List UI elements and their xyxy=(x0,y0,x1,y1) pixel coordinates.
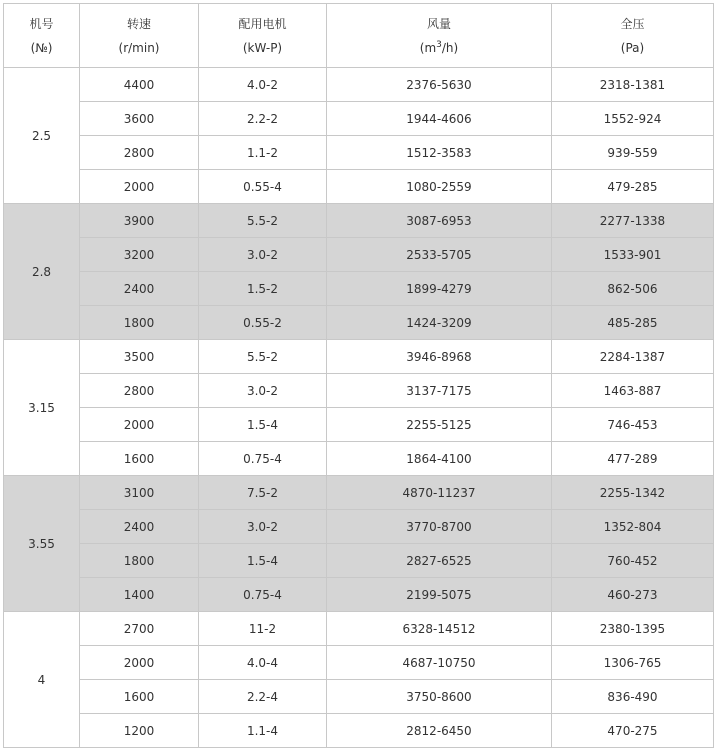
airflow-cell: 2812-6450 xyxy=(327,714,552,748)
motor-cell: 1.5-4 xyxy=(199,408,327,442)
speed-cell: 2400 xyxy=(80,510,199,544)
motor-cell: 7.5-2 xyxy=(199,476,327,510)
speed-cell: 3100 xyxy=(80,476,199,510)
table-row xyxy=(4,68,714,102)
header-airflow xyxy=(327,4,552,68)
pressure-cell: 746-453 xyxy=(552,408,714,442)
motor-cell: 1.1-4 xyxy=(199,714,327,748)
pressure-cell: 1533-901 xyxy=(552,238,714,272)
motor-cell: 4.0-4 xyxy=(199,646,327,680)
header-motor xyxy=(199,4,327,68)
speed-cell: 3200 xyxy=(80,238,199,272)
speed-cell: 1600 xyxy=(80,442,199,476)
header-pressure-label: 全压 xyxy=(620,16,645,31)
pressure-cell: 2277-1338 xyxy=(552,204,714,238)
speed-cell: 3600 xyxy=(80,102,199,136)
airflow-cell: 3137-7175 xyxy=(327,374,552,408)
motor-cell: 1.1-2 xyxy=(199,136,327,170)
table-row xyxy=(4,340,714,374)
airflow-cell: 2376-5630 xyxy=(327,68,552,102)
header-speed-label: 转速 xyxy=(126,16,151,31)
speed-cell: 1400 xyxy=(80,578,199,612)
speed-cell: 3500 xyxy=(80,340,199,374)
pressure-cell: 2380-1395 xyxy=(552,612,714,646)
model-cell: 3.55 xyxy=(4,476,80,612)
header-speed-unit: (r/min) xyxy=(118,40,160,55)
header-motor-label: 配用电机 xyxy=(238,16,287,31)
motor-cell: 4.0-2 xyxy=(199,68,327,102)
airflow-cell: 6328-14512 xyxy=(327,612,552,646)
table-row xyxy=(4,238,714,272)
airflow-cell: 3770-8700 xyxy=(327,510,552,544)
table-row xyxy=(4,680,714,714)
table-row xyxy=(4,136,714,170)
pressure-cell: 1352-804 xyxy=(552,510,714,544)
header-model-unit: (№) xyxy=(30,40,53,55)
table-row xyxy=(4,306,714,340)
pressure-cell: 479-285 xyxy=(552,170,714,204)
motor-cell: 2.2-2 xyxy=(199,102,327,136)
motor-cell: 1.5-2 xyxy=(199,272,327,306)
motor-cell: 0.55-4 xyxy=(199,170,327,204)
header-model-label: 机号 xyxy=(29,16,54,31)
airflow-unit-sup: 3 xyxy=(436,39,442,50)
header-pressure xyxy=(552,4,714,68)
model-cell: 3.15 xyxy=(4,340,80,476)
header-model xyxy=(4,4,80,68)
table-row xyxy=(4,102,714,136)
table-row xyxy=(4,408,714,442)
pressure-cell: 862-506 xyxy=(552,272,714,306)
pressure-cell: 2318-1381 xyxy=(552,68,714,102)
motor-cell: 2.2-4 xyxy=(199,680,327,714)
pressure-cell: 2284-1387 xyxy=(552,340,714,374)
table-row xyxy=(4,170,714,204)
motor-cell: 5.5-2 xyxy=(199,340,327,374)
pressure-cell: 460-273 xyxy=(552,578,714,612)
pressure-cell: 2255-1342 xyxy=(552,476,714,510)
motor-cell: 11-2 xyxy=(199,612,327,646)
airflow-cell: 3946-8968 xyxy=(327,340,552,374)
speed-cell: 3900 xyxy=(80,204,199,238)
airflow-cell: 3087-6953 xyxy=(327,204,552,238)
pressure-cell: 470-275 xyxy=(552,714,714,748)
header-pressure-unit: (Pa) xyxy=(620,40,645,55)
speed-cell: 2000 xyxy=(80,170,199,204)
speed-cell: 2000 xyxy=(80,408,199,442)
speed-cell: 2700 xyxy=(80,612,199,646)
fan-spec-table xyxy=(3,3,714,748)
table-row xyxy=(4,204,714,238)
table-row xyxy=(4,510,714,544)
speed-cell: 2000 xyxy=(80,646,199,680)
airflow-cell: 1864-4100 xyxy=(327,442,552,476)
speed-cell: 1600 xyxy=(80,680,199,714)
pressure-cell: 1552-924 xyxy=(552,102,714,136)
motor-cell: 0.75-4 xyxy=(199,578,327,612)
header-motor-unit: (kW-P) xyxy=(242,40,283,55)
motor-cell: 5.5-2 xyxy=(199,204,327,238)
header-airflow-label: 风量 xyxy=(426,16,451,31)
motor-cell: 3.0-2 xyxy=(199,510,327,544)
airflow-cell: 2199-5075 xyxy=(327,578,552,612)
table-row xyxy=(4,476,714,510)
pressure-cell: 485-285 xyxy=(552,306,714,340)
pressure-cell: 1463-887 xyxy=(552,374,714,408)
airflow-cell: 1944-4606 xyxy=(327,102,552,136)
airflow-cell: 2827-6525 xyxy=(327,544,552,578)
airflow-unit-pre: (m xyxy=(419,40,437,55)
airflow-cell: 2533-5705 xyxy=(327,238,552,272)
speed-cell: 2800 xyxy=(80,374,199,408)
motor-cell: 0.55-2 xyxy=(199,306,327,340)
speed-cell: 1200 xyxy=(80,714,199,748)
header-speed xyxy=(80,4,199,68)
airflow-unit-post: /h) xyxy=(441,40,459,55)
header-airflow-unit xyxy=(327,36,551,60)
table-row xyxy=(4,442,714,476)
airflow-cell: 1512-3583 xyxy=(327,136,552,170)
table-row xyxy=(4,646,714,680)
airflow-cell: 3750-8600 xyxy=(327,680,552,714)
table-row xyxy=(4,714,714,748)
airflow-cell: 2255-5125 xyxy=(327,408,552,442)
speed-cell: 2800 xyxy=(80,136,199,170)
airflow-cell: 1080-2559 xyxy=(327,170,552,204)
pressure-cell: 760-452 xyxy=(552,544,714,578)
motor-cell: 0.75-4 xyxy=(199,442,327,476)
model-cell: 2.5 xyxy=(4,68,80,204)
model-cell: 4 xyxy=(4,612,80,748)
motor-cell: 1.5-4 xyxy=(199,544,327,578)
speed-cell: 2400 xyxy=(80,272,199,306)
pressure-cell: 1306-765 xyxy=(552,646,714,680)
table-row xyxy=(4,374,714,408)
table-row xyxy=(4,544,714,578)
table-row xyxy=(4,612,714,646)
header-row xyxy=(4,4,714,68)
airflow-cell: 1424-3209 xyxy=(327,306,552,340)
airflow-cell: 4870-11237 xyxy=(327,476,552,510)
table-body xyxy=(4,68,714,748)
pressure-cell: 939-559 xyxy=(552,136,714,170)
motor-cell: 3.0-2 xyxy=(199,374,327,408)
airflow-cell: 4687-10750 xyxy=(327,646,552,680)
motor-cell: 3.0-2 xyxy=(199,238,327,272)
speed-cell: 4400 xyxy=(80,68,199,102)
model-cell: 2.8 xyxy=(4,204,80,340)
speed-cell: 1800 xyxy=(80,306,199,340)
table-row xyxy=(4,272,714,306)
table-row xyxy=(4,578,714,612)
pressure-cell: 477-289 xyxy=(552,442,714,476)
speed-cell: 1800 xyxy=(80,544,199,578)
airflow-cell: 1899-4279 xyxy=(327,272,552,306)
pressure-cell: 836-490 xyxy=(552,680,714,714)
